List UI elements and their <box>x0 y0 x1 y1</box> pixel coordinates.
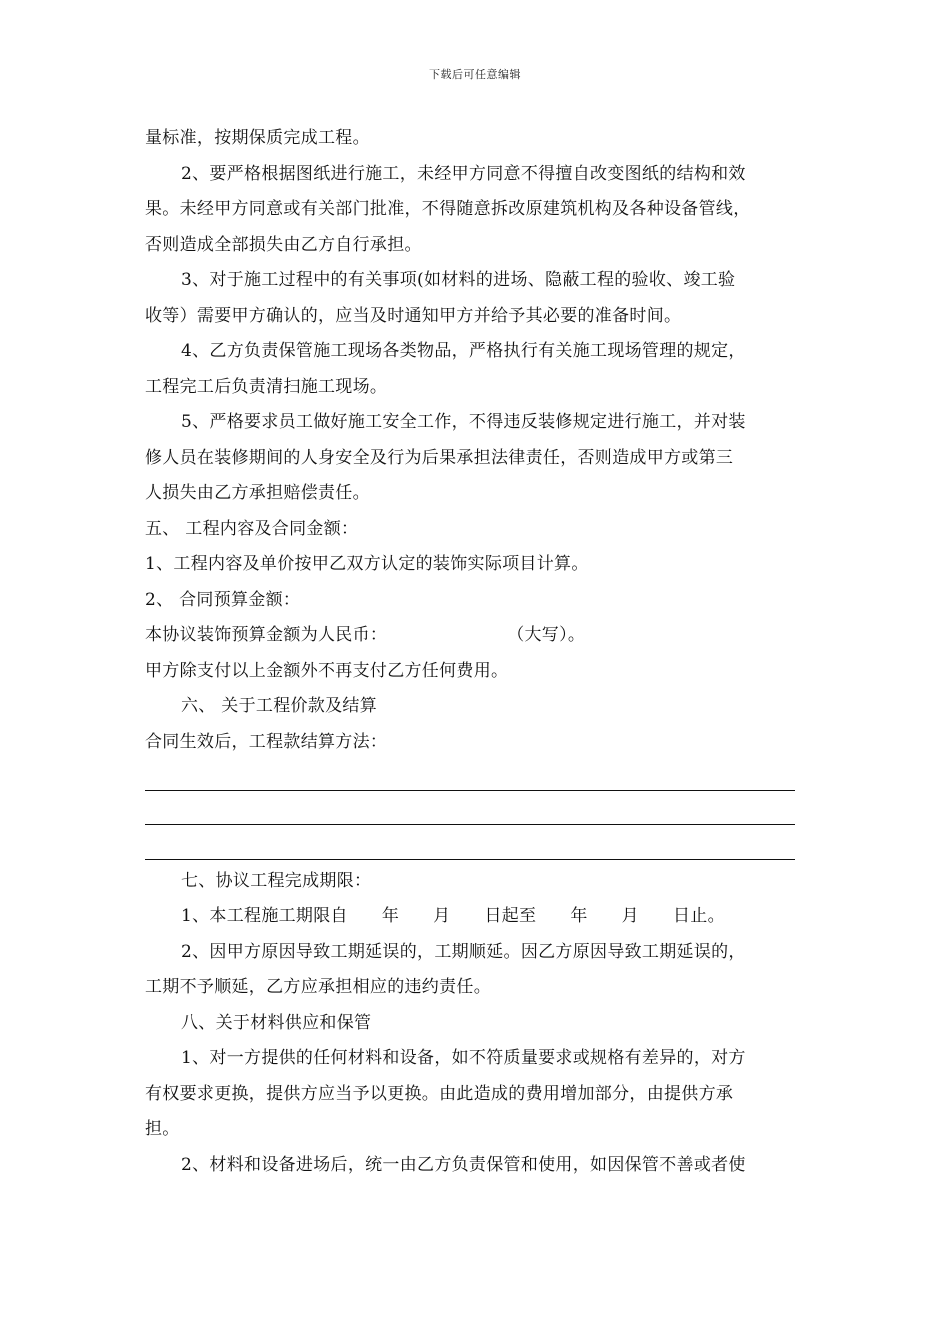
budget-amount-suffix: （大写）。 <box>507 625 586 645</box>
page-header: 下载后可任意编辑 <box>429 68 521 81</box>
settlement-blank-line <box>145 795 805 830</box>
paragraph-line: 收等）需要甲方确认的，应当及时通知甲方并给予其必要的准备时间。 <box>145 305 682 326</box>
paragraph-line: 工期不予顺延，乙方应承担相应的违约责任。 <box>145 977 491 997</box>
paragraph-line: 3、对于施工过程中的有关事项(如材料的进场、隐蔽工程的验收、竣工验 <box>181 270 736 290</box>
year-label: 年 <box>381 906 400 926</box>
day-end-label: 日止。 <box>672 906 725 926</box>
budget-amount-line <box>145 618 805 654</box>
paragraph-line: 担。 <box>145 1119 180 1139</box>
paragraph-line: 人损失由乙方承担赔偿责任。 <box>145 483 370 503</box>
section-5-item-2: 2、 合同预算金额： <box>145 589 301 610</box>
paragraph-line: 量标准，按期保质完成工程。 <box>145 128 370 148</box>
section-5-note: 甲方除支付以上金额外不再支付乙方任何费用。 <box>145 660 509 681</box>
month-label: 月 <box>433 906 451 926</box>
settlement-blank-line <box>145 829 805 864</box>
paragraph-line: 修人员在装修期间的人身安全及行为后果承担法律责任，否则造成甲方或第三 <box>145 447 734 468</box>
document-body <box>145 121 805 1183</box>
section-5-item-1: 1、工程内容及单价按甲乙双方认定的装饰实际项目计算。 <box>145 554 589 574</box>
paragraph-line: 工程完工后负责清扫施工现场。 <box>145 376 388 397</box>
paragraph-line: 有权要求更换，提供方应当予以更换。由此造成的费用增加部分，由提供方承 <box>145 1083 734 1104</box>
settlement-blank-line <box>145 760 805 795</box>
paragraph-line: 2、要严格根据图纸进行施工，未经甲方同意不得擅自改变图纸的结构和效 <box>181 163 746 184</box>
paragraph-line: 果。未经甲方同意或有关部门批准，不得随意拆改原建筑机构及各种设备管线， <box>145 199 751 219</box>
paragraph-line: 1、对一方提供的任何材料和设备，如不符质量要求或规格有差异的，对方 <box>181 1048 746 1068</box>
section-heading-8: 八、关于材料供应和保管 <box>181 1012 372 1033</box>
paragraph-line: 否则造成全部损失由乙方自行承担。 <box>145 234 422 255</box>
paragraph-line: 2、材料和设备进场后，统一由乙方负责保管和使用，如因保管不善或者使 <box>181 1154 746 1175</box>
period-start-label: 1、本工程施工期限自 <box>181 906 348 926</box>
section-heading-7: 七、协议工程完成期限： <box>181 870 372 891</box>
budget-amount-label: 本协议装饰预算金额为人民币： <box>145 625 388 645</box>
paragraph-line: 4、乙方负责保管施工现场各类物品，严格执行有关施工现场管理的规定， <box>181 341 746 361</box>
day-start-label: 日起至 <box>484 906 537 926</box>
settlement-method-label: 合同生效后，工程款结算方法： <box>145 731 388 752</box>
section-heading-6: 六、 关于工程价款及结算 <box>181 696 378 716</box>
section-heading-5: 五、 工程内容及合同金额： <box>145 518 359 539</box>
month-label: 月 <box>621 906 639 926</box>
paragraph-line: 5、严格要求员工做好施工安全工作，不得违反装修规定进行施工，并对装 <box>181 412 746 432</box>
paragraph-line: 2、因甲方原因导致工期延误的，工期顺延。因乙方原因导致工期延误的， <box>181 941 746 962</box>
year-label: 年 <box>570 906 588 926</box>
construction-period-line <box>145 899 805 935</box>
